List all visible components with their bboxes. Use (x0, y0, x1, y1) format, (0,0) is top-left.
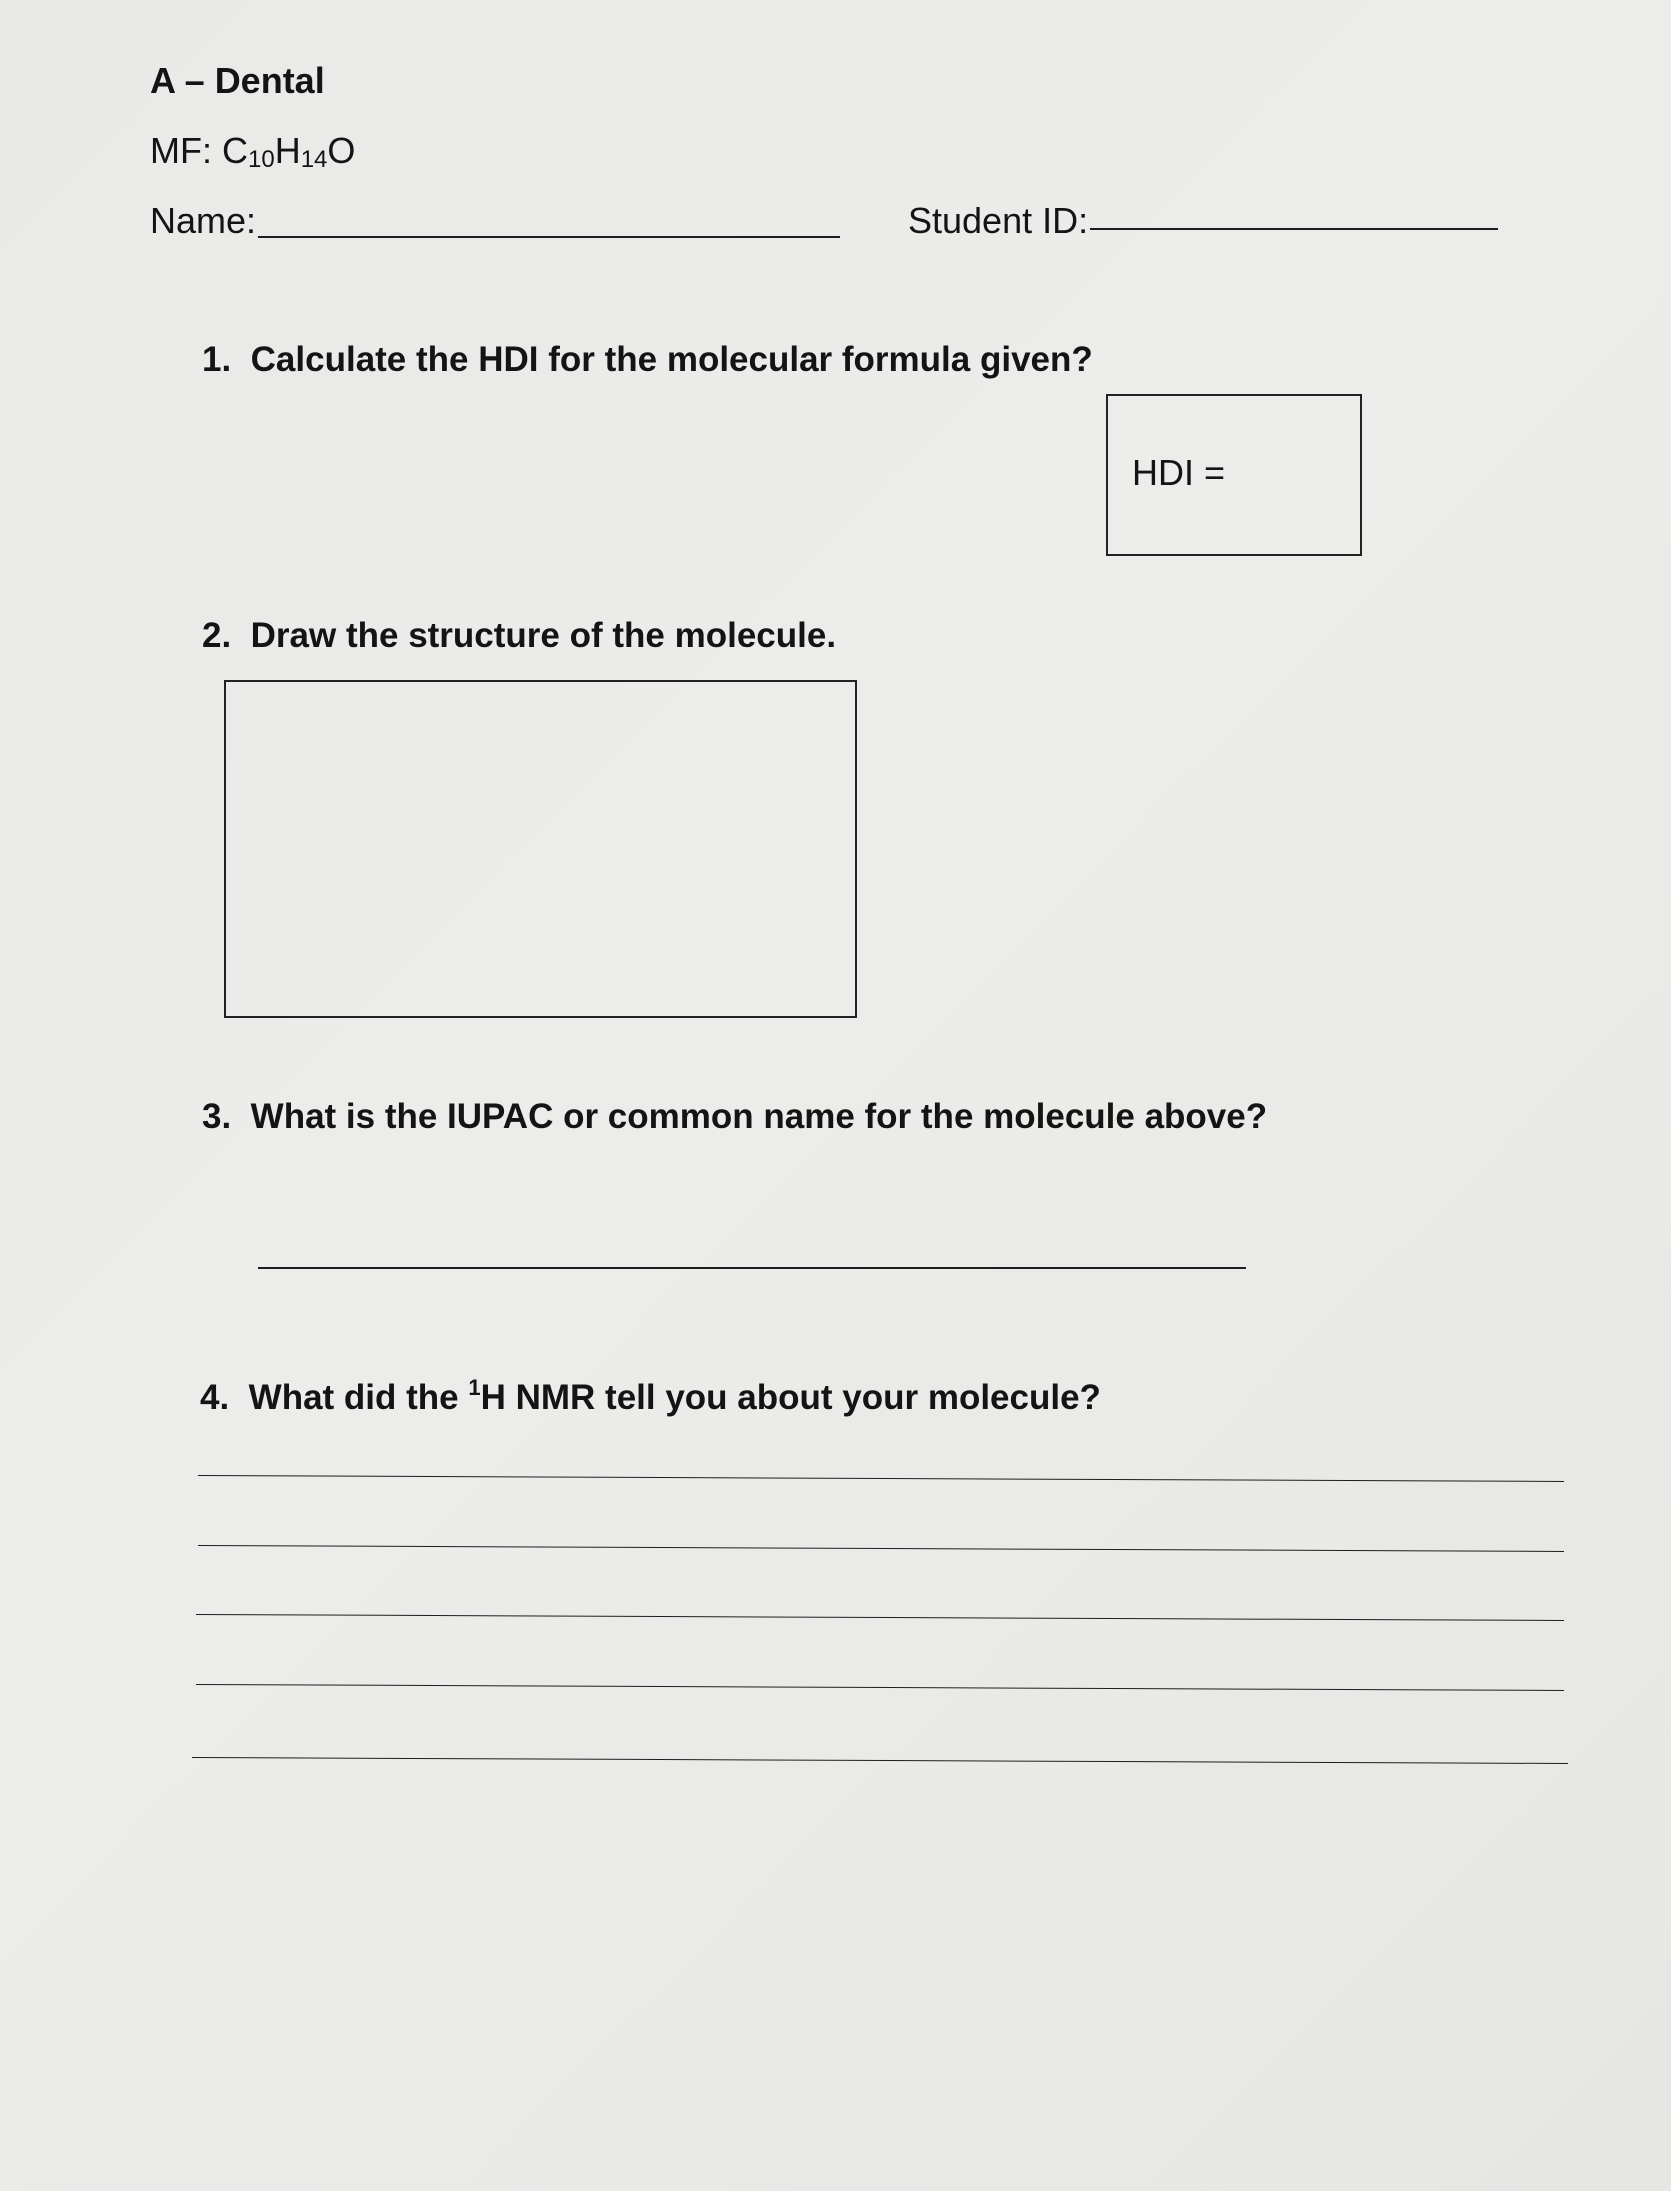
nmr-answer-line-4[interactable] (196, 1684, 1564, 1691)
question-4-text-after: H NMR tell you about your molecule? (480, 1378, 1101, 1417)
mf-carbon-count: 10 (247, 146, 275, 173)
question-3 (202, 1097, 1267, 1137)
hdi-label: HDI = (1132, 452, 1226, 493)
question-1 (202, 340, 1093, 380)
nmr-answer-line-5[interactable] (192, 1757, 1568, 1764)
worksheet-title: A – Dental (150, 60, 325, 101)
nmr-answer-line-1[interactable] (198, 1475, 1564, 1482)
question-2 (202, 616, 836, 656)
nmr-answer-line-2[interactable] (198, 1545, 1564, 1552)
question-4-number: 4. (200, 1378, 230, 1417)
mf-hydrogen: H (274, 130, 301, 171)
nmr-answer-line-3[interactable] (196, 1614, 1564, 1621)
student-id-input-line[interactable] (1090, 228, 1498, 230)
name-input-line[interactable] (258, 236, 840, 238)
question-2-number: 2. (202, 616, 232, 655)
question-4-text-before: What did the (248, 1378, 469, 1417)
question-4 (200, 1375, 1101, 1418)
mf-oxygen: O (327, 130, 356, 171)
mf-prefix: MF: C (150, 130, 248, 171)
question-1-number: 1. (202, 340, 232, 379)
mf-hydrogen-count: 14 (300, 146, 328, 173)
question-1-text: Calculate the HDI for the molecular formula given? (250, 340, 1093, 379)
structure-drawing-box[interactable] (224, 680, 857, 1018)
question-3-number: 3. (202, 1097, 232, 1136)
question-2-text: Draw the structure of the molecule. (250, 616, 837, 655)
hdi-answer-box[interactable] (1106, 394, 1362, 556)
question-3-text: What is the IUPAC or common name for the molecule above? (250, 1097, 1268, 1136)
name-answer-line[interactable] (258, 1267, 1246, 1269)
question-4-superscript: 1 (468, 1375, 481, 1400)
molecular-formula (150, 130, 355, 174)
student-id-label: Student ID: (908, 200, 1089, 241)
name-label: Name: (150, 200, 257, 241)
